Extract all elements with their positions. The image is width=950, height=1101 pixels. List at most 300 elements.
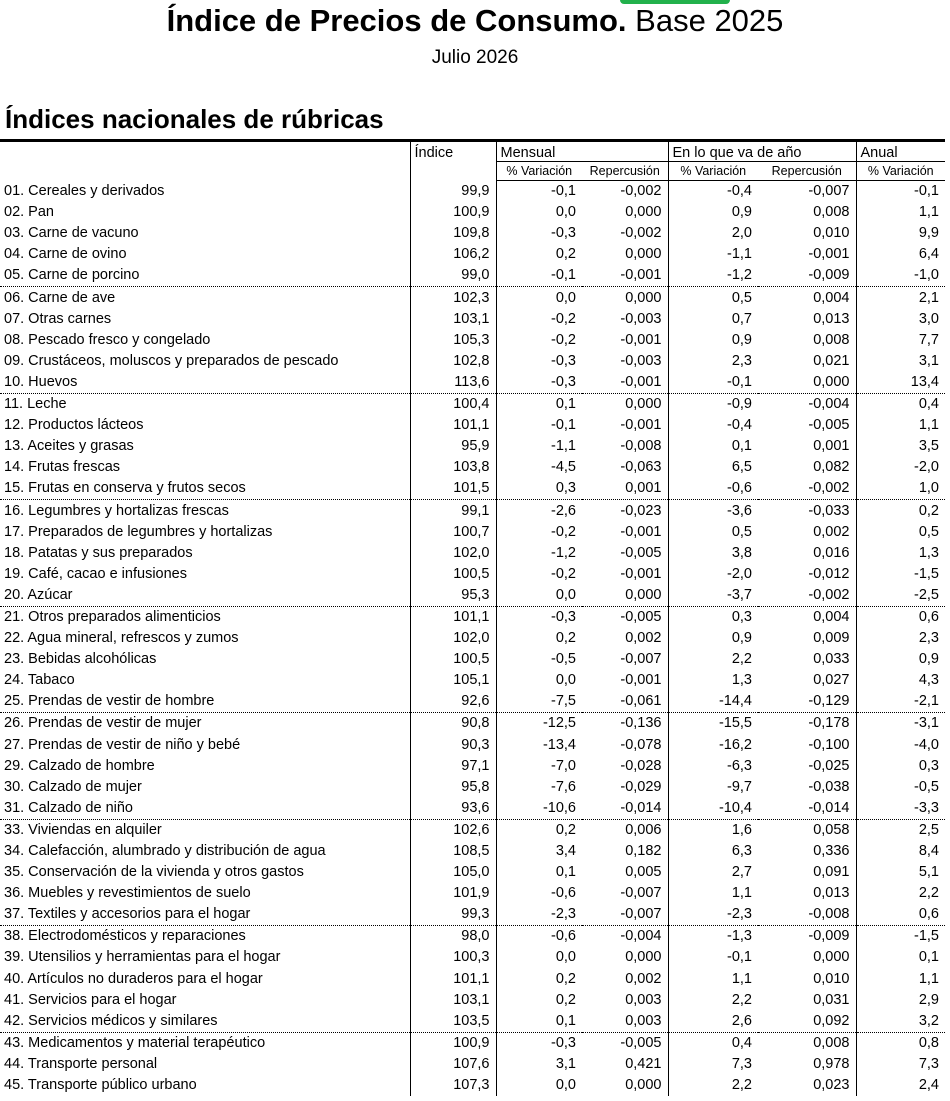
row-anio-repercusion: 0,001 [813, 438, 850, 455]
row-mensual-repercusion: -0,001 [620, 672, 662, 689]
row-anio-repercusion: 0,004 [813, 608, 850, 625]
row-anio-repercusion: -0,004 [808, 396, 850, 413]
row-indice: 90,3 [410, 734, 496, 755]
row-label: 11. Leche [4, 396, 67, 413]
page-title-rest: Base 2025 [635, 3, 784, 38]
row-mensual-variacion: 0,1 [496, 862, 582, 883]
table-row [0, 990, 945, 1011]
row-anio-variacion: 2,6 [668, 1011, 758, 1033]
table-row [0, 457, 945, 478]
row-anio-variacion: 6,5 [668, 457, 758, 478]
row-anual-variacion: 8,4 [856, 841, 945, 862]
row-indice: 105,0 [410, 862, 496, 883]
row-label: 02. Pan [4, 204, 54, 221]
row-mensual-repercusion: 0,005 [625, 864, 662, 881]
row-label: 42. Servicios médicos y similares [0, 1011, 410, 1033]
row-anio-repercusion: 0,021 [813, 352, 850, 369]
row-label: 04. Carne de ovino [4, 246, 127, 263]
row-mensual-repercusion: -0,001 [582, 372, 668, 394]
table-row [0, 564, 945, 585]
row-anio-variacion: -9,7 [668, 777, 758, 798]
table-header-row-2 [0, 162, 945, 181]
row-indice: 105,3 [410, 330, 496, 351]
table-row [0, 756, 945, 777]
row-label: 39. Utensilios y herramientas para el hogar [4, 949, 281, 966]
row-mensual-variacion: 0,0 [496, 947, 582, 968]
subheader-indice-empty [410, 162, 496, 181]
table-row [0, 543, 945, 564]
row-mensual-repercusion: -0,002 [620, 225, 662, 242]
row-mensual-repercusion: -0,078 [620, 736, 662, 753]
row-indice: 105,1 [410, 670, 496, 691]
row-anio-repercusion: 0,978 [813, 1055, 850, 1072]
row-anio-variacion: -0,6 [668, 478, 758, 500]
table-row [0, 1075, 945, 1096]
subheader-empty [0, 162, 410, 181]
row-mensual-variacion: -0,2 [496, 330, 582, 351]
row-mensual-variacion: 3,4 [496, 841, 582, 862]
table-row [0, 436, 945, 457]
table-row [0, 819, 945, 841]
row-indice: 100,4 [410, 393, 496, 415]
table-row [0, 841, 945, 862]
row-anio-variacion: -1,3 [668, 926, 758, 948]
row-anio-repercusion: 0,010 [813, 970, 850, 987]
row-mensual-repercusion: -0,028 [620, 757, 662, 774]
row-anual-variacion: -2,0 [856, 457, 945, 478]
row-indice: 103,8 [410, 457, 496, 478]
row-anio-variacion: -10,4 [668, 798, 758, 820]
table-row [0, 862, 945, 883]
row-mensual-repercusion: 0,000 [625, 396, 662, 413]
row-label: 43. Medicamentos y material terapéutico [4, 1034, 266, 1051]
table-row [0, 628, 945, 649]
row-anual-variacion: 6,4 [856, 244, 945, 265]
row-mensual-repercusion: 0,421 [625, 1055, 662, 1072]
row-label: 30. Calzado de mujer [4, 778, 142, 795]
row-label: 06. Carne de ave [4, 289, 116, 306]
row-mensual-variacion: 0,0 [496, 670, 582, 691]
row-anio-repercusion: -0,129 [758, 691, 856, 713]
row-mensual-variacion: -0,1 [496, 181, 582, 203]
row-anio-variacion: 0,1 [668, 436, 758, 457]
row-mensual-variacion: -13,4 [496, 734, 582, 755]
subheader-anio-repercusion: Repercusión [758, 162, 856, 181]
row-anio-repercusion: 0,031 [813, 991, 850, 1008]
row-anual-variacion: 13,4 [856, 372, 945, 394]
row-anio-variacion: 6,3 [668, 841, 758, 862]
row-anio-variacion: 0,5 [668, 287, 758, 309]
row-mensual-variacion: 0,2 [496, 244, 582, 265]
row-mensual-variacion: 0,0 [496, 1075, 582, 1096]
row-label: 22. Agua mineral, refrescos y zumos [4, 630, 239, 647]
row-mensual-variacion: -0,2 [496, 309, 582, 330]
row-anio-repercusion: -0,025 [808, 757, 850, 774]
row-mensual-repercusion: -0,001 [620, 417, 662, 434]
row-mensual-variacion: -0,2 [496, 522, 582, 543]
row-mensual-repercusion: -0,023 [620, 502, 662, 519]
row-mensual-variacion: -0,1 [496, 415, 582, 436]
table-header-row-1 [0, 141, 945, 162]
row-indice: 100,9 [410, 1032, 496, 1054]
row-anio-variacion: 0,9 [668, 330, 758, 351]
row-anio-variacion: 2,2 [668, 1075, 758, 1096]
row-label: 29. Calzado de hombre [4, 757, 155, 774]
row-indice: 100,5 [410, 649, 496, 670]
row-mensual-variacion: 0,2 [496, 968, 582, 989]
row-indice: 102,6 [410, 819, 496, 841]
table-row [0, 1032, 945, 1054]
row-anio-variacion: 2,2 [668, 990, 758, 1011]
table-row [0, 202, 945, 223]
row-anio-variacion: 0,3 [668, 606, 758, 628]
row-indice: 100,7 [410, 522, 496, 543]
row-anio-repercusion: 0,010 [813, 225, 850, 242]
row-anual-variacion: -1,5 [856, 564, 945, 585]
row-anio-variacion: 2,0 [668, 223, 758, 244]
row-mensual-repercusion: -0,005 [620, 1034, 662, 1051]
row-mensual-repercusion: -0,001 [620, 523, 662, 540]
row-mensual-repercusion: -0,007 [620, 651, 662, 668]
row-label: 21. Otros preparados alimenticios [4, 608, 221, 625]
table-row [0, 522, 945, 543]
row-mensual-variacion: -10,6 [496, 798, 582, 820]
row-anual-variacion: 1,3 [856, 543, 945, 564]
row-label: 23. Bebidas alcohólicas [4, 651, 157, 668]
row-mensual-repercusion: -0,014 [582, 798, 668, 820]
row-indice: 99,9 [410, 181, 496, 203]
row-label: 03. Carne de vacuno [4, 225, 139, 242]
row-label: 35. Conservación de la vivienda y otros gastos [4, 864, 304, 881]
row-mensual-repercusion: -0,136 [620, 715, 662, 732]
row-anio-repercusion: -0,002 [758, 478, 856, 500]
row-indice: 107,6 [410, 1054, 496, 1075]
row-label: 16. Legumbres y hortalizas frescas [4, 502, 229, 519]
row-anual-variacion: 2,1 [856, 287, 945, 309]
row-label: 25. Prendas de vestir de hombre [0, 691, 410, 713]
row-anio-repercusion: 0,002 [813, 523, 850, 540]
row-anio-variacion: -3,6 [668, 500, 758, 522]
row-anio-variacion: -1,2 [668, 265, 758, 287]
row-anio-repercusion: -0,178 [808, 715, 850, 732]
row-anual-variacion: 0,1 [856, 947, 945, 968]
row-mensual-repercusion: -0,007 [620, 885, 662, 902]
row-indice: 98,0 [410, 926, 496, 948]
row-indice: 102,0 [410, 543, 496, 564]
row-indice: 101,1 [410, 606, 496, 628]
row-label: 08. Pescado fresco y congelado [4, 331, 211, 348]
row-anio-variacion: 0,5 [668, 522, 758, 543]
row-mensual-repercusion: 0,000 [582, 585, 668, 607]
row-mensual-variacion: 0,1 [496, 393, 582, 415]
subheader-anio-variacion: % Variación [668, 162, 758, 181]
table-row [0, 691, 945, 713]
row-anio-repercusion: 0,016 [813, 544, 850, 561]
row-indice: 103,1 [410, 990, 496, 1011]
row-mensual-variacion: -0,3 [496, 606, 582, 628]
row-anio-repercusion: 0,082 [813, 459, 850, 476]
row-anual-variacion: 0,6 [856, 606, 945, 628]
row-anio-repercusion: 0,013 [813, 885, 850, 902]
row-mensual-repercusion: 0,003 [625, 991, 662, 1008]
row-mensual-variacion: -0,3 [496, 351, 582, 372]
row-mensual-variacion: 0,2 [496, 628, 582, 649]
row-anual-variacion: 9,9 [856, 223, 945, 244]
row-anio-variacion: 7,3 [668, 1054, 758, 1075]
row-anio-repercusion: 0,058 [813, 821, 850, 838]
row-label: 18. Patatas y sus preparados [4, 544, 193, 561]
table-row [0, 500, 945, 522]
row-mensual-variacion: -7,6 [496, 777, 582, 798]
row-anual-variacion: -4,0 [856, 734, 945, 755]
row-anio-variacion: 1,3 [668, 670, 758, 691]
row-mensual-repercusion: 0,002 [625, 630, 662, 647]
row-indice: 99,1 [410, 500, 496, 522]
table-row [0, 968, 945, 989]
row-anual-variacion: -1,0 [856, 265, 945, 287]
table-row [0, 309, 945, 330]
row-mensual-repercusion: 0,000 [625, 949, 662, 966]
row-mensual-repercusion: -0,063 [620, 459, 662, 476]
row-anual-variacion: -0,5 [856, 777, 945, 798]
row-indice: 100,3 [410, 947, 496, 968]
row-anual-variacion: 2,3 [856, 628, 945, 649]
row-label: 01. Cereales y derivados [4, 183, 165, 200]
row-mensual-variacion: 0,3 [496, 478, 582, 500]
table-row [0, 393, 945, 415]
row-mensual-repercusion: -0,061 [582, 691, 668, 713]
row-mensual-variacion: 0,1 [496, 1011, 582, 1033]
row-anio-variacion: 0,9 [668, 628, 758, 649]
row-indice: 102,8 [410, 351, 496, 372]
row-label: 26. Prendas de vestir de mujer [4, 715, 202, 732]
row-mensual-variacion: -0,1 [496, 265, 582, 287]
row-mensual-repercusion: 0,002 [625, 970, 662, 987]
row-anio-repercusion: -0,008 [758, 904, 856, 926]
row-anio-repercusion: -0,033 [808, 502, 850, 519]
row-mensual-repercusion: -0,005 [620, 608, 662, 625]
row-indice: 103,5 [410, 1011, 496, 1033]
row-label: 17. Preparados de legumbres y hortalizas [4, 523, 273, 540]
row-label: 12. Productos lácteos [4, 417, 144, 434]
row-mensual-repercusion: 0,000 [625, 204, 662, 221]
row-indice: 101,1 [410, 968, 496, 989]
page-title-bold: Índice de Precios de Consumo. [166, 3, 627, 38]
row-anio-repercusion: 0,092 [758, 1011, 856, 1033]
row-anual-variacion: 1,1 [856, 202, 945, 223]
row-anio-repercusion: -0,038 [808, 778, 850, 795]
row-anio-variacion: -16,2 [668, 734, 758, 755]
row-anio-repercusion: 0,336 [813, 843, 850, 859]
row-mensual-variacion: 3,1 [496, 1054, 582, 1075]
row-label: 19. Café, cacao e infusiones [4, 565, 187, 582]
table-row [0, 478, 945, 500]
row-mensual-variacion: 0,2 [496, 990, 582, 1011]
row-anio-repercusion: -0,009 [758, 265, 856, 287]
row-label: 24. Tabaco [4, 672, 75, 689]
row-mensual-variacion: -0,3 [496, 372, 582, 394]
row-label: 14. Frutas frescas [4, 459, 121, 476]
row-indice: 101,5 [410, 478, 496, 500]
row-anio-repercusion: 0,091 [813, 864, 850, 881]
header-mensual: Mensual [496, 141, 668, 162]
row-anual-variacion: 1,1 [856, 968, 945, 989]
row-anual-variacion: -2,1 [856, 691, 945, 713]
table-row [0, 415, 945, 436]
row-mensual-repercusion: 0,003 [582, 1011, 668, 1033]
row-anual-variacion: 0,9 [856, 649, 945, 670]
row-label: 10. Huevos [0, 372, 410, 394]
row-anio-repercusion: 0,027 [813, 672, 850, 689]
table-row [0, 947, 945, 968]
row-indice: 99,0 [410, 265, 496, 287]
row-mensual-variacion: -2,3 [496, 904, 582, 926]
row-indice: 93,6 [410, 798, 496, 820]
row-anual-variacion: 0,6 [856, 904, 945, 926]
row-anual-variacion: 0,4 [856, 393, 945, 415]
row-anio-repercusion: 0,008 [813, 331, 850, 348]
row-indice: 109,8 [410, 223, 496, 244]
row-anio-repercusion: -0,005 [808, 417, 850, 434]
row-label: 40. Artículos no duraderos para el hogar [4, 970, 263, 987]
row-label: 13. Aceites y grasas [4, 438, 134, 455]
row-mensual-variacion: 0,0 [496, 585, 582, 607]
row-anio-repercusion: -0,002 [758, 585, 856, 607]
row-mensual-repercusion: 0,001 [582, 478, 668, 500]
row-anual-variacion: 7,7 [856, 330, 945, 351]
row-mensual-variacion: -7,0 [496, 756, 582, 777]
row-anio-repercusion: 0,008 [813, 204, 850, 221]
row-mensual-variacion: -0,6 [496, 926, 582, 948]
row-anual-variacion: 2,4 [856, 1075, 945, 1096]
table-row [0, 1011, 945, 1033]
row-mensual-repercusion: -0,004 [620, 928, 662, 945]
row-indice: 102,3 [410, 287, 496, 309]
row-indice: 90,8 [410, 713, 496, 735]
row-label: 38. Electrodomésticos y reparaciones [4, 928, 246, 945]
row-label: 37. Textiles y accesorios para el hogar [0, 904, 410, 926]
row-mensual-repercusion: -0,029 [620, 778, 662, 795]
row-anio-variacion: 1,1 [668, 883, 758, 904]
table-row [0, 926, 945, 948]
row-indice: 107,3 [410, 1075, 496, 1096]
page-title [0, 2, 950, 40]
row-mensual-variacion: -0,5 [496, 649, 582, 670]
row-mensual-variacion: -12,5 [496, 713, 582, 735]
row-anual-variacion: 2,2 [856, 883, 945, 904]
row-anio-variacion: -0,9 [668, 393, 758, 415]
row-anual-variacion: 1,0 [856, 478, 945, 500]
row-label: 41. Servicios para el hogar [4, 991, 177, 1008]
row-label: 15. Frutas en conserva y frutos secos [0, 478, 410, 500]
header-anual: Anual [856, 141, 945, 162]
table-row [0, 606, 945, 628]
row-anio-variacion: -6,3 [668, 756, 758, 777]
row-mensual-repercusion: 0,000 [625, 246, 662, 263]
row-indice: 103,1 [410, 309, 496, 330]
table-row [0, 904, 945, 926]
table-row [0, 734, 945, 755]
header-indice: Índice [410, 141, 496, 162]
row-indice: 99,3 [410, 904, 496, 926]
row-anio-repercusion: -0,007 [808, 183, 850, 200]
row-indice: 100,5 [410, 564, 496, 585]
row-mensual-variacion: 0,2 [496, 819, 582, 841]
row-indice: 92,6 [410, 691, 496, 713]
row-anual-variacion: -3,3 [856, 798, 945, 820]
row-mensual-variacion: -7,5 [496, 691, 582, 713]
row-label: 31. Calzado de niño [0, 798, 410, 820]
table-row [0, 351, 945, 372]
row-anio-repercusion: -0,012 [808, 565, 850, 582]
row-mensual-repercusion: -0,008 [620, 438, 662, 455]
row-mensual-variacion: -0,2 [496, 564, 582, 585]
row-anual-variacion: 7,3 [856, 1054, 945, 1075]
row-anual-variacion: 1,1 [856, 415, 945, 436]
row-anio-variacion: -0,4 [668, 415, 758, 436]
row-anio-repercusion: -0,001 [808, 246, 850, 263]
row-mensual-variacion: -0,3 [496, 1032, 582, 1054]
table-row [0, 223, 945, 244]
row-label: 27. Prendas de vestir de niño y bebé [4, 736, 241, 753]
row-anual-variacion: 4,3 [856, 670, 945, 691]
row-anio-repercusion: 0,008 [813, 1034, 850, 1051]
row-anual-variacion: -0,1 [856, 181, 945, 203]
row-anual-variacion: 3,1 [856, 351, 945, 372]
row-anual-variacion: -3,1 [856, 713, 945, 735]
row-anual-variacion: -1,5 [856, 926, 945, 948]
row-anio-variacion: -2,0 [668, 564, 758, 585]
row-mensual-variacion: -2,6 [496, 500, 582, 522]
row-mensual-variacion: 0,0 [496, 287, 582, 309]
row-anio-variacion: 0,7 [668, 309, 758, 330]
page-subtitle: Julio 2026 [431, 47, 519, 68]
row-anio-repercusion: 0,009 [813, 630, 850, 647]
table-row [0, 244, 945, 265]
row-anio-variacion: -15,5 [668, 713, 758, 735]
row-anio-repercusion: 0,023 [813, 1077, 850, 1094]
row-anio-variacion: 2,3 [668, 351, 758, 372]
row-anual-variacion: 0,5 [856, 522, 945, 543]
row-mensual-repercusion: -0,001 [582, 265, 668, 287]
row-label: 05. Carne de porcino [0, 265, 410, 287]
row-anio-variacion: 1,6 [668, 819, 758, 841]
row-label: 20. Azúcar [0, 585, 410, 607]
row-label: 09. Crustáceos, moluscos y preparados de pescado [4, 352, 339, 369]
row-anio-repercusion: 0,000 [813, 949, 850, 966]
row-anio-repercusion: 0,000 [758, 372, 856, 394]
table-row [0, 649, 945, 670]
row-mensual-repercusion: 0,000 [625, 289, 662, 306]
row-anio-variacion: -14,4 [668, 691, 758, 713]
row-mensual-repercusion: 0,006 [625, 821, 662, 838]
table-row [0, 330, 945, 351]
subheader-anual-variacion: % Variación [856, 162, 945, 181]
subheader-mensual-variacion: % Variación [496, 162, 582, 181]
row-indice: 100,9 [410, 202, 496, 223]
row-anual-variacion: 2,9 [856, 990, 945, 1011]
row-label: 33. Viviendas en alquiler [4, 821, 162, 838]
row-label: 45. Transporte público urbano [4, 1077, 197, 1094]
row-mensual-variacion: -1,2 [496, 543, 582, 564]
row-anual-variacion: 0,8 [856, 1032, 945, 1054]
row-anual-variacion: 3,0 [856, 309, 945, 330]
table-row [0, 798, 945, 820]
table-row [0, 287, 945, 309]
row-indice: 97,1 [410, 756, 496, 777]
row-anio-variacion: -0,1 [668, 372, 758, 394]
table-row [0, 585, 945, 607]
